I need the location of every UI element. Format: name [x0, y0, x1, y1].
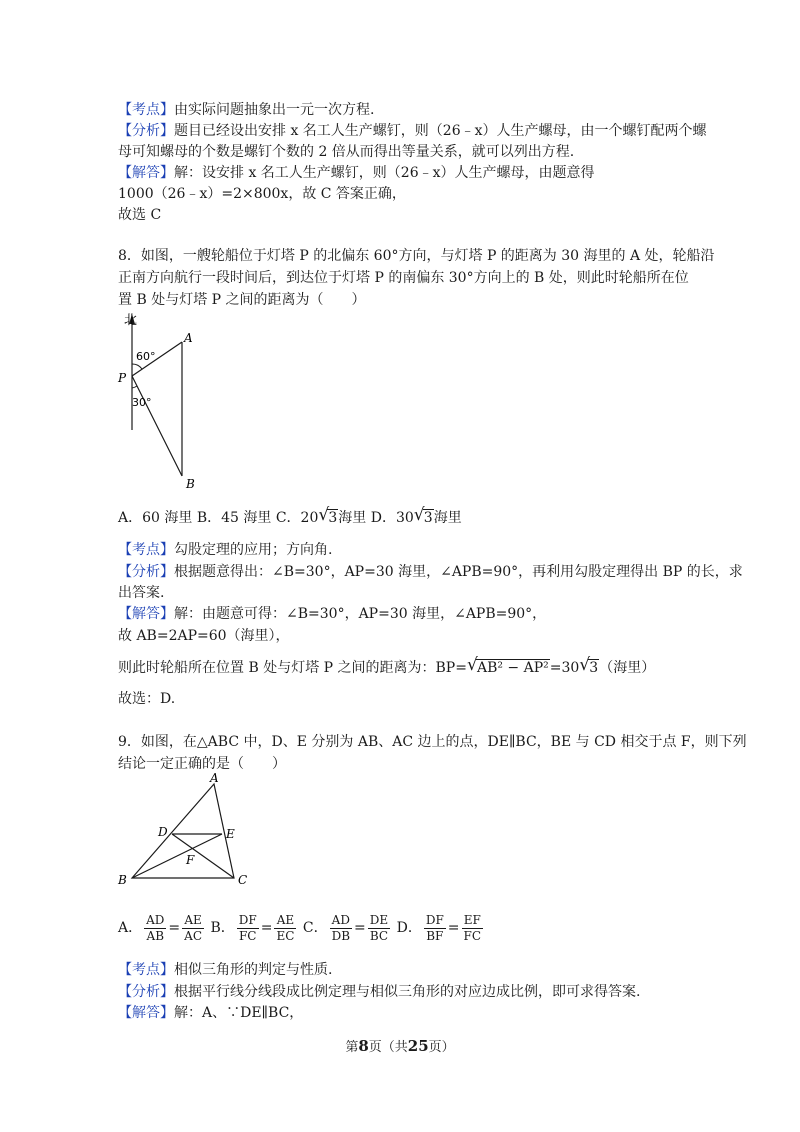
kaodian-tag: 【考点】 — [118, 962, 174, 978]
fenxi-text: 题目已经设出安排 x 名工人生产螺钉，则（26﹣x）人生产螺母，由一个螺钉配两个螺 — [174, 123, 707, 139]
fenxi-tag: 【分析】 — [118, 984, 174, 1000]
option-d: D． $\frac{DF}{BF}$ = $\frac{EF}{FC}$ — [396, 912, 482, 943]
q8-kaodian — [118, 540, 332, 560]
q9-stem-2: 结论一定正确的是（ ） — [118, 756, 286, 772]
label-b: B — [118, 873, 127, 887]
sqrt-c: √ 3 — [318, 505, 338, 526]
q8-options — [118, 505, 462, 528]
q8-jieda-4: 故选：D. — [118, 691, 176, 707]
q7-fenxi-2: 母可知螺母的个数是螺钉个数的 2 倍从而得出等量关系，就可以列出方程. — [118, 144, 575, 160]
fenxi-tag: 【分析】 — [118, 123, 174, 139]
option-b: B． $\frac{DF}{FC}$ = $\frac{AE}{EC}$ — [210, 912, 295, 943]
q8-stem-2: 正南方向航行一段时间后，到达位于灯塔 P 的南偏东 30°方向上的 B 处，则此时轮船所在位 — [118, 270, 689, 286]
option-c: C．20 √ 3海里 — [275, 505, 367, 526]
frac: $\frac{AE}{AC}$ — [184, 912, 203, 943]
angle-arc-top — [132, 364, 142, 369]
q9-options — [118, 912, 485, 944]
frac: $\frac{DF}{FC}$ — [238, 912, 257, 943]
label-p: P — [118, 371, 127, 385]
jieda-tag: 【解答】 — [118, 165, 174, 181]
label-a: A — [210, 772, 219, 785]
q8-fenxi-2: 出答案. — [118, 585, 165, 601]
label-c: C — [238, 873, 248, 887]
jieda-text: 解：设安排 x 名工人生产螺钉，则（26﹣x）人生产螺母，由题意得 — [174, 165, 595, 181]
label-f: F — [186, 853, 195, 867]
kaodian-tag: 【考点】 — [118, 102, 174, 118]
q7-jieda-1 — [118, 163, 595, 183]
option-a: A．60 海里 — [118, 510, 193, 526]
q8-jieda-1 — [118, 604, 546, 624]
q8-figure — [112, 310, 212, 494]
label-a: A — [184, 331, 193, 345]
q7-kaodian — [118, 100, 374, 120]
q7-jieda-2: 1000（26﹣x）=2×800x，故 C 答案正确， — [118, 186, 406, 202]
jieda-tag: 【解答】 — [118, 1005, 174, 1021]
segment-pb — [132, 376, 182, 476]
option-b: B．45 海里 — [196, 510, 272, 526]
kaodian-text: 相似三角形的判定与性质. — [174, 962, 333, 978]
fenxi-text: 根据平行线分线段成比例定理与相似三角形的对应边成比例，即可求得答案. — [174, 984, 641, 1000]
q9-stem-1: 9．如图，在△ABC 中，D、E 分别为 AB、AC 边上的点，DE∥BC，BE 与 CD 相交于点 F，则下列 — [118, 734, 747, 750]
fenxi-text: 根据题意得出：∠B=30°，AP=30 海里，∠APB=90°，再利用勾股定理得出 BP 的长，求 — [174, 564, 743, 580]
option-c: C． $\frac{AD}{DB}$ = $\frac{DE}{BC}$ — [302, 912, 389, 943]
label-angle-30: 30° — [132, 396, 152, 409]
sqrt-formula: √ AB² − AP² — [466, 655, 549, 676]
page-footer: 第8页（共25页） — [345, 1037, 455, 1055]
q9-figure — [114, 772, 254, 890]
jieda-text: 解：A、∵DE∥BC， — [174, 1005, 304, 1021]
sqrt-d: √ 3 — [413, 505, 433, 526]
q8-stem-3: 置 B 处与灯塔 P 之间的距离为（ ） — [118, 292, 366, 308]
label-d: D — [158, 825, 168, 839]
frac: $\frac{AD}{AB}$ — [146, 912, 165, 943]
page-number: 8 — [358, 1037, 369, 1055]
page-total: 25 — [407, 1037, 429, 1055]
kaodian-text: 由实际问题抽象出一元一次方程. — [174, 102, 375, 118]
q8-jieda-2: 故 AB=2AP=60（海里）， — [118, 628, 290, 644]
q9-fenxi — [118, 982, 640, 1002]
q9-kaodian — [118, 960, 332, 980]
triangle-abc — [132, 784, 234, 878]
frac: $\frac{AD}{DB}$ — [331, 912, 351, 943]
sqrt-result: √ 3 — [579, 655, 599, 676]
frac: $\frac{AE}{EC}$ — [276, 912, 295, 943]
option-d: D．30 √ 3海里 — [370, 505, 462, 526]
q7-fenxi-1 — [118, 121, 707, 141]
angle-arc-bottom — [132, 386, 137, 388]
label-angle-60: 60° — [136, 350, 156, 363]
q7-jieda-3: 故选 C — [118, 207, 162, 223]
jieda-tag: 【解答】 — [118, 606, 174, 622]
q9-jieda-1 — [118, 1003, 303, 1023]
label-e: E — [226, 827, 235, 841]
label-b: B — [186, 477, 195, 491]
frac: $\frac{DF}{BF}$ — [425, 912, 444, 943]
option-a: A． $\frac{AD}{AB}$ = $\frac{AE}{AC}$ — [118, 912, 203, 943]
segment-be — [132, 834, 222, 878]
kaodian-text: 勾股定理的应用；方向角. — [174, 542, 333, 558]
q8-fenxi-1 — [118, 562, 743, 582]
fenxi-tag: 【分析】 — [118, 564, 174, 580]
kaodian-tag: 【考点】 — [118, 542, 174, 558]
label-north: 北 — [124, 313, 138, 328]
jieda-text: 解：由题意可得：∠B=30°，AP=30 海里，∠APB=90°， — [174, 606, 547, 622]
frac: $\frac{EF}{FC}$ — [463, 912, 482, 943]
q8-jieda-3: 则此时轮船所在位置 B 处与灯塔 P 之间的距离为：BP= √ AB² − AP²=30 √ 3（海里） — [118, 655, 656, 676]
frac: $\frac{DE}{BC}$ — [369, 912, 389, 943]
q8-stem-1: 8．如图，一艘轮船位于灯塔 P 的北偏东 60°方向，与灯塔 P 的距离为 30 海里的 A 处，轮船沿 — [118, 248, 715, 264]
segment-cd — [172, 834, 234, 878]
